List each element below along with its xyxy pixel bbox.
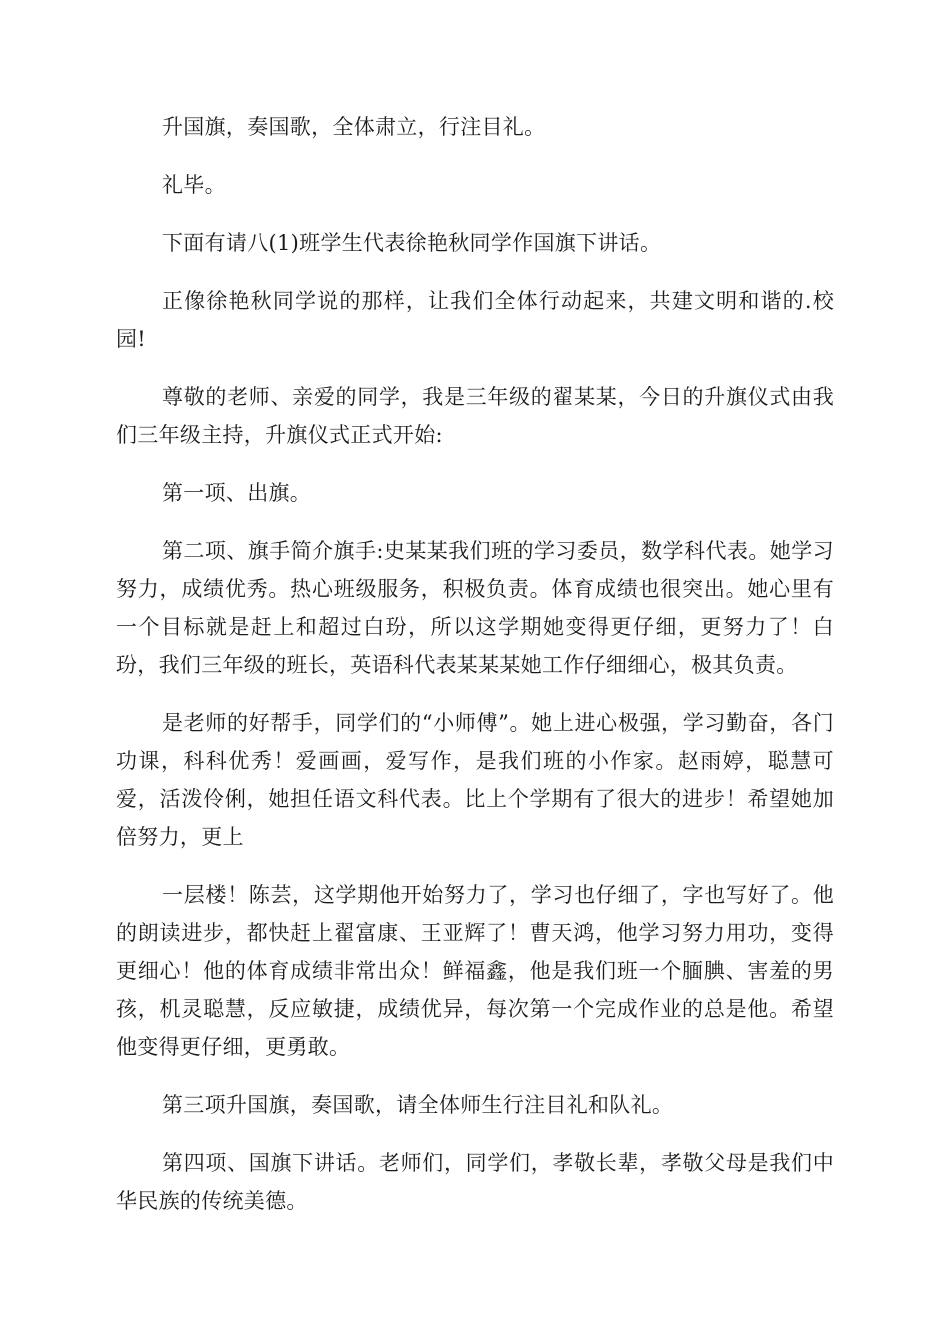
paragraph: 礼毕。 (162, 173, 226, 197)
paragraph: 第三项升国旗，奏国歌，请全体师生行注目礼和队礼。 (162, 1093, 674, 1117)
paragraph: 下面有请八(1)班学生代表徐艳秋同学作国旗下讲话。 (162, 231, 662, 255)
paragraph: 尊敬的老师、亲爱的同学，我是三年级的翟某某，今日的升旗仪式由我们三年级主持，升旗仪式正式开始: (116, 385, 834, 447)
document-body (116, 108, 834, 1240)
paragraph: 第四项、国旗下讲话。老师们，同学们，孝敬长辈，孝敬父母是我们中华民族的传统美德。 (116, 1151, 834, 1213)
paragraph: 第二项、旗手简介旗手:史某某我们班的学习委员，数学科代表。她学习努力，成绩优秀。热心班级服务，积极负责。体育成绩也很突出。她心里有一个目标就是赶上和超过白玢，所以这学期她变得更仔细，更努力了！白玢，我们三年级的班长，英语科代表某某某她工作仔细细心，极其负责。 (116, 539, 834, 677)
paragraph: 第一项、出旗。 (162, 481, 312, 505)
paragraph: 一层楼！陈芸，这学期他开始努力了，学习也仔细了，字也写好了。他的朗读进步，都快赶上翟富康、王亚辉了！曹天鸿，他学习努力用功，变得更细心！他的体育成绩非常出众！鲜福鑫，他是我们班一个腼腆、害羞的男孩，机灵聪慧，反应敏捷，成绩优异，每次第一个完成作业的总是他。希望他变得更仔细，更勇敢。 (116, 883, 834, 1059)
paragraph: 是老师的好帮手，同学们的“小师傅”。她上进心极强，学习勤奋，各门功课，科科优秀！爱画画，爱写作，是我们班的小作家。赵雨婷，聪慧可爱，活泼伶俐，她担任语文科代表。比上个学期有了很大的进步！希望她加倍努力，更上 (116, 711, 834, 849)
paragraph: 升国旗，奏国歌，全体肃立，行注目礼。 (162, 115, 546, 139)
paragraph: 正像徐艳秋同学说的那样，让我们全体行动起来，共建文明和谐的.校园! (116, 289, 834, 351)
